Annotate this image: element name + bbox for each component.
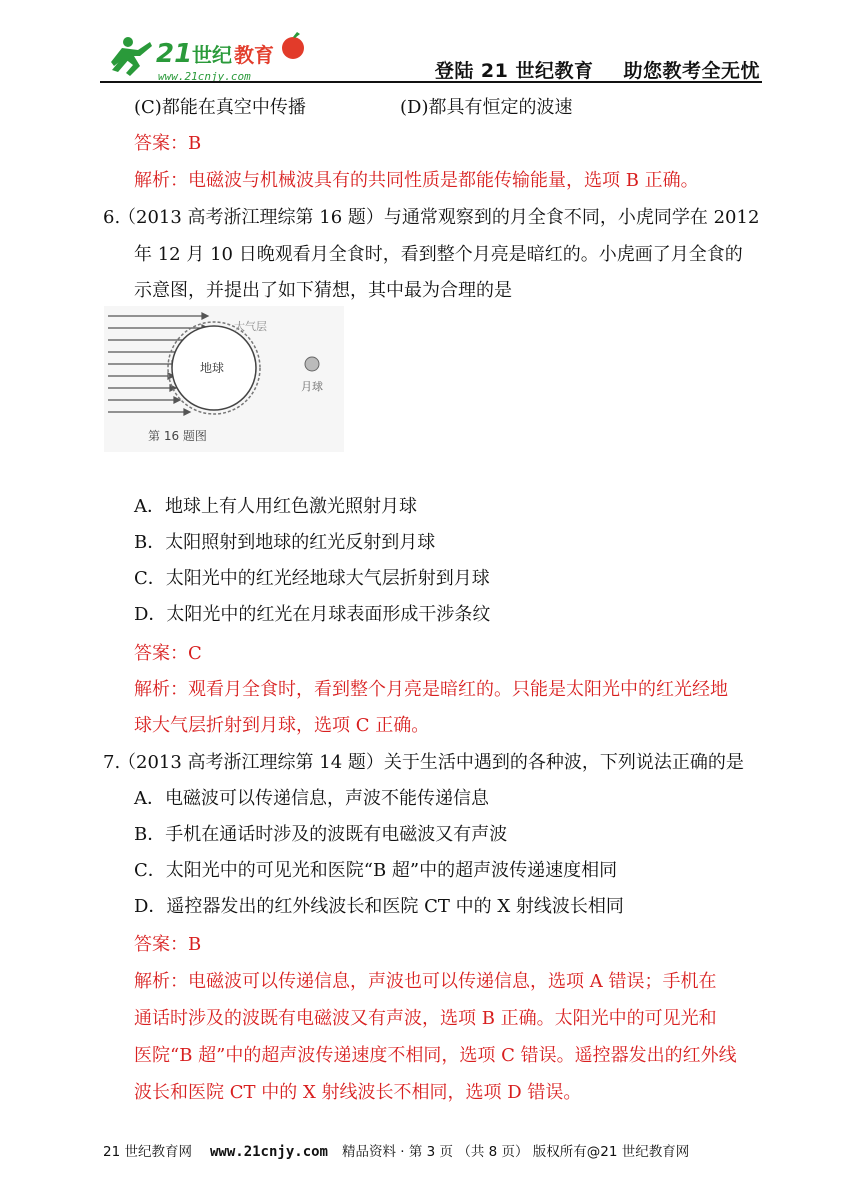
moon-circle <box>305 357 319 371</box>
lunar-eclipse-figure <box>104 306 344 452</box>
apple-icon <box>282 37 304 59</box>
q7-option-a: A．电磁波可以传递信息，声波不能传递信息 <box>134 788 489 809</box>
q7-analysis-line3: 医院“B 超”中的超声波传递速度不相同，选项 C 错误。遥控器发出的红外线 <box>134 1045 737 1066</box>
svg-text:世纪: 世纪 <box>192 43 232 67</box>
q6-option-c: C．太阳光中的红光经地球大气层折射到月球 <box>134 568 490 589</box>
q7-stem: （2013 高考浙江理综第 14 题）关于生活中遇到的各种波，下列说法正确的是 <box>118 752 744 773</box>
q7-option-d: D．遥控器发出的红外线波长和医院 CT 中的 X 射线波长相同 <box>134 896 624 917</box>
footer-right: 精品资料 · 第 3 页 （共 8 页） 版权所有@21 世纪教育网 <box>342 1144 690 1160</box>
q7-option-c: C．太阳光中的可见光和医院“B 超”中的超声波传递速度相同 <box>134 860 618 881</box>
footer-left: 21 世纪教育网 <box>103 1144 192 1160</box>
runner-icon <box>111 37 152 76</box>
page-header <box>100 22 760 84</box>
q5-option-d: (D)都具有恒定的波速 <box>400 97 573 118</box>
header-slogan-help: 助您教考全无忧 <box>623 60 760 82</box>
svg-text:教育: 教育 <box>234 43 274 67</box>
atmosphere-label: 大气层 <box>234 320 267 333</box>
q7-option-b: B．手机在通话时涉及的波既有电磁波又有声波 <box>134 824 508 845</box>
figure-caption: 第 16 题图 <box>148 429 207 443</box>
q7-answer: 答案：B <box>134 934 202 955</box>
q6-analysis-line1: 解析：观看月全食时，看到整个月亮是暗红的。只能是太阳光中的红光经地 <box>134 679 728 700</box>
moon-label: 月球 <box>301 380 323 393</box>
q5-option-c: (C)都能在真空中传播 <box>134 97 306 118</box>
svg-text:21: 21 <box>156 39 193 69</box>
q6-analysis-line2: 球大气层折射到月球，选项 C 正确。 <box>134 715 430 736</box>
header-slogan-login: 登陆 21 世纪教育 <box>434 60 594 82</box>
q7-analysis-line1: 解析：电磁波可以传递信息，声波也可以传递信息，选项 A 错误；手机在 <box>134 971 717 992</box>
q6-option-b: B．太阳照射到地球的红光反射到月球 <box>134 532 436 553</box>
q6-stem-line1: （2013 高考浙江理综第 16 题）与通常观察到的月全食不同，小虎同学在 2012 <box>118 207 760 228</box>
q6-option-d: D．太阳光中的红光在月球表面形成干涉条纹 <box>134 604 491 625</box>
header-slogan <box>405 56 760 83</box>
q6-number: 6. <box>103 207 121 228</box>
q7-number: 7. <box>103 752 121 773</box>
brand-logo <box>108 32 318 87</box>
q6-stem-line3: 示意图，并提出了如下猜想，其中最为合理的是 <box>134 280 512 301</box>
q7-analysis-line4: 波长和医院 CT 中的 X 射线波长不相同，选项 D 错误。 <box>134 1082 582 1103</box>
svg-text:www.21cnjy.com: www.21cnjy.com <box>158 70 251 83</box>
q6-option-a: A．地球上有人用红色激光照射月球 <box>134 496 417 517</box>
q6-stem-line2: 年 12 月 10 日晚观看月全食时，看到整个月亮是暗红的。小虎画了月全食的 <box>134 244 743 265</box>
q5-answer: 答案：B <box>134 133 202 154</box>
earth-label: 地球 <box>200 361 225 375</box>
q6-answer: 答案：C <box>134 643 202 664</box>
header-divider <box>100 81 762 83</box>
footer-site-link[interactable]: www.21cnjy.com <box>209 1144 328 1160</box>
q5-analysis: 解析：电磁波与机械波具有的共同性质是都能传输能量，选项 B 正确。 <box>134 170 699 191</box>
page-footer <box>103 1140 689 1160</box>
q7-analysis-line2: 通话时涉及的波既有电磁波又有声波，选项 B 正确。太阳光中的可见光和 <box>134 1008 717 1029</box>
